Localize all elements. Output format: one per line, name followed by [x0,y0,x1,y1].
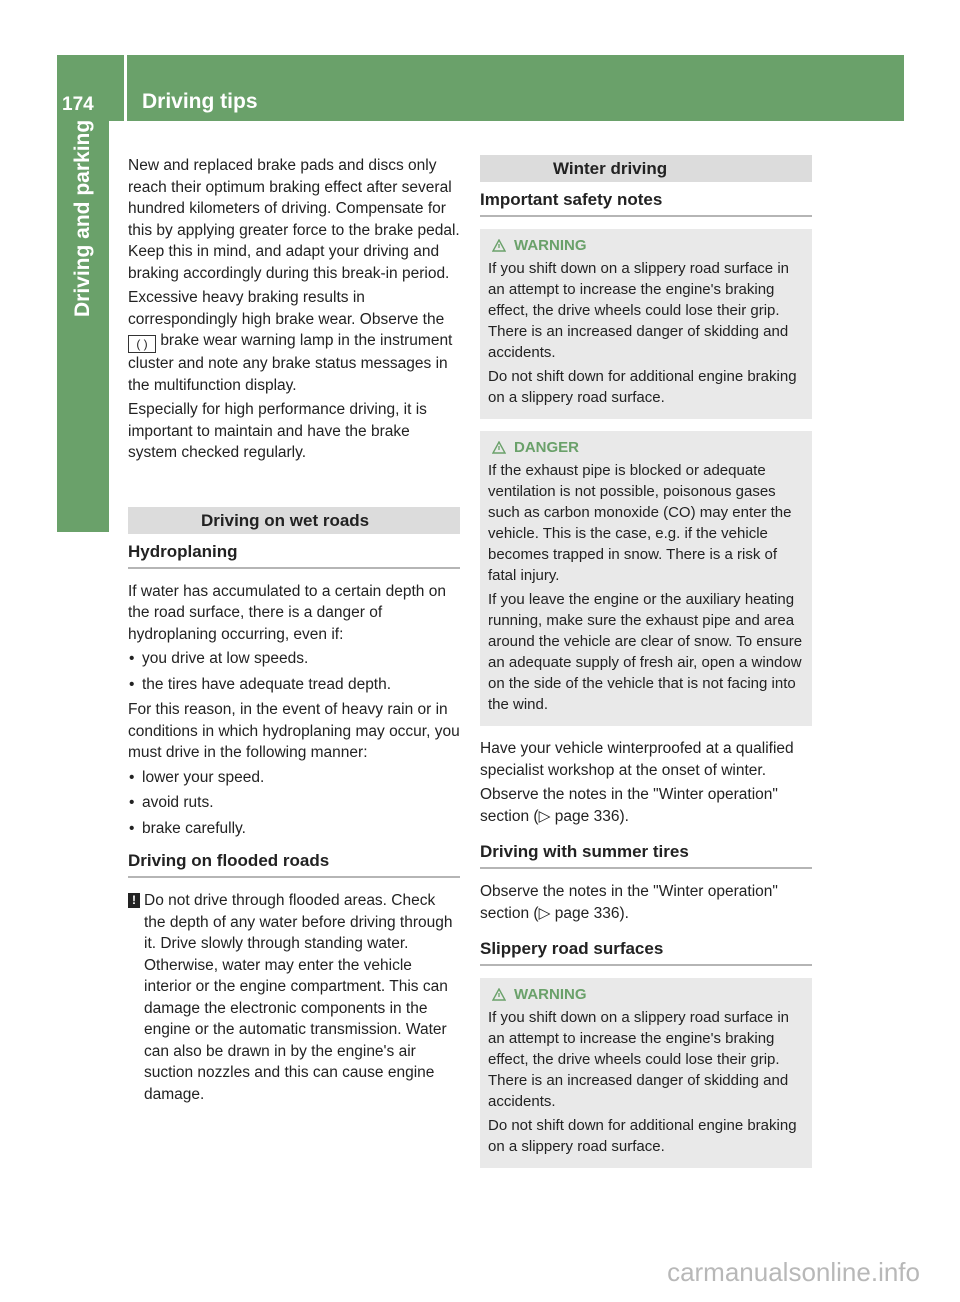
warning-text: If you shift down on a slippery road surface in an attempt to increase the engine's braking effect, the drive wheels could lose their grip. There is an increased danger of skidding and accidents. [488,260,789,361]
danger-text: If you leave the engine or the auxiliary heating running, make sure the exhaust pipe and area around the vehicle are clear of snow. To ensure an adequate supply of fresh air, open a window on the side of the vehicle that is not facing into the wind. [488,591,803,713]
warning-text: If you shift down on a slippery road surface in an attempt to increase the engine's braking effect, the drive wheels could lose their grip. There is an increased danger of skidding and accidents. [488,1009,789,1110]
left-column [128,155,460,1108]
side-tab-label: Driving and parking [71,120,94,318]
section-winter-driving: Winter driving [480,155,812,182]
winterproof-paragraph: Have your vehicle winterproofed at a qualified specialist workshop at the onset of winter. [480,740,794,779]
brake-check-paragraph: Especially for high performance driving, it is important to maintain and have the brake system checked regularly. [128,401,427,461]
right-column [480,155,812,1180]
brake-wear-text-b: brake wear warning lamp in the instrument cluster and note any brake status messages in the multifunction display. [128,332,453,394]
warning-triangle-icon [492,988,506,1001]
list-item: • brake carefully. [128,818,460,840]
page-number: 174 [62,94,94,115]
exclamation-icon: ! [128,893,140,908]
summer-tires-heading: Driving with summer tires [480,842,812,869]
winter-operation-ref: Observe the notes in the "Winter operation" section (▷ page 336). [480,786,778,825]
flooded-roads-heading: Driving on flooded roads [128,851,460,878]
hydroplaning-heading: Hydroplaning [128,542,460,569]
hydroplaning-advice: For this reason, in the event of heavy rain or in conditions in which hydroplaning may occur, you must drive in the following manner: [128,701,460,761]
warning-triangle-icon [492,441,506,454]
page-title: Driving tips [142,90,258,113]
slippery-roads-heading: Slippery road surfaces [480,939,812,966]
warning-text: Do not shift down for additional engine braking on a slippery road surface. [488,1117,797,1155]
watermark: carmanualsonline.info [667,1257,920,1287]
header-divider [124,55,127,121]
brake-wear-lamp-icon: ( ) [128,335,156,353]
list-item: • lower your speed. [128,767,460,789]
warning-text: Do not shift down for additional engine braking on a slippery road surface. [488,368,797,406]
list-item: • you drive at low speeds. [128,648,460,670]
list-item: • the tires have adequate tread depth. [128,674,460,696]
warning-box [480,229,812,419]
warning-heading: WARNING [488,237,804,254]
safety-notes-heading: Important safety notes [480,190,812,217]
flooded-roads-note [128,890,460,1105]
brake-wear-text-a: Excessive heavy braking results in correspondingly high brake wear. Observe the [128,289,445,328]
brake-intro: New and replaced brake pads and discs only reach their optimum braking effect after several hundred kilometers of driving. Compensate for this by applying greater force to the brake pedal. Keep this in mind, and adapt your driving and braking accordingly during this break-in period. [128,157,460,282]
section-wet-roads: Driving on wet roads [128,507,460,534]
danger-box [480,431,812,726]
flooded-roads-note-text: Do not drive through flooded areas. Check the depth of any water before driving through it. Drive slowly through standing water. Otherwise, water may enter the vehicle interior or the engine compartment. This can damage the electronic components in the engine or the automatic transmission. Water can also be drawn in by the engine's air suction nozzles and this can cause engine damage. [144,892,453,1103]
warning-triangle-icon [492,239,506,252]
list-item: • avoid ruts. [128,792,460,814]
warning-heading: WARNING [488,986,804,1003]
danger-heading: DANGER [488,439,804,456]
hydroplaning-intro: If water has accumulated to a certain depth on the road surface, there is a danger of hydroplaning occurring, even if: [128,582,446,643]
warning-box [480,978,812,1168]
danger-text: If the exhaust pipe is blocked or adequate ventilation is not possible, poisonous gases such as carbon monoxide (CO) may enter the vehicle. This is the case, e.g. if the vehicle becomes trapped in snow. There is a risk of fatal injury. [488,462,792,584]
summer-tires-paragraph: Observe the notes in the "Winter operation" section (▷ page 336). [480,883,778,922]
brake-wear-paragraph [128,287,460,396]
